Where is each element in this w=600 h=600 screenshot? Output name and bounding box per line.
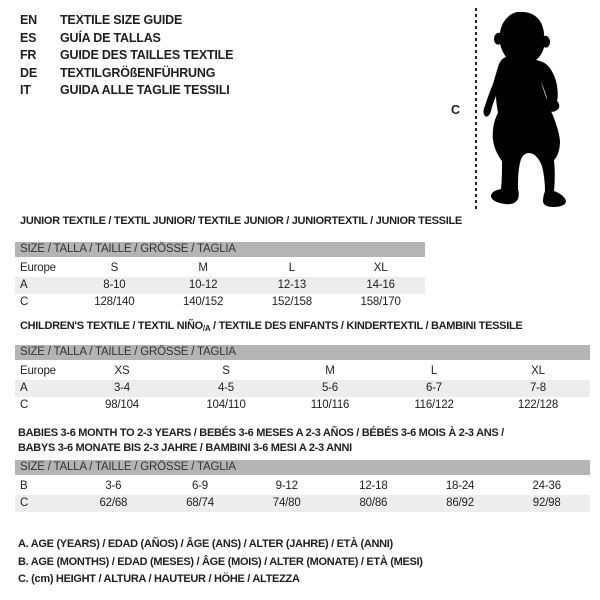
height-cell: 104/110 [206, 399, 246, 411]
height-cell: 116/122 [414, 399, 454, 411]
lang-row-fr [20, 47, 233, 65]
height-cell: 62/68 [99, 497, 128, 509]
row-label: C [20, 497, 29, 509]
row-label: A [20, 382, 28, 394]
size-cell: L [430, 365, 438, 377]
height-cell: 128/140 [94, 296, 135, 308]
height-cell: 122/128 [517, 399, 559, 411]
language-title-list [20, 12, 233, 100]
lang-label: TEXTILGRÖßENFÜHRUNG [60, 65, 216, 80]
table-row-age-months [15, 478, 590, 495]
height-cell: 86/92 [446, 497, 474, 509]
lang-code: IT [20, 83, 31, 97]
height-cell: 92/98 [532, 497, 561, 509]
age-cell: 24-36 [532, 480, 561, 492]
footnote-c: C. (cm) HEIGHT / ALTURA / HAUTEUR / HÖHE / ALTEZZA [18, 573, 300, 585]
age-cell: 6-9 [191, 480, 209, 492]
junior-size-table [15, 242, 425, 311]
height-cell: 110/116 [310, 399, 350, 411]
age-cell: 5-6 [321, 382, 339, 394]
table-row-europe [15, 363, 590, 380]
age-cell: 8-10 [103, 279, 126, 291]
footnote-legend [18, 536, 423, 589]
children-table-title [20, 319, 522, 336]
babies-size-table [15, 460, 590, 512]
size-header-bar: SIZE / TALLA / TAILLE / GRÖSSE / TAGLIA [15, 345, 590, 360]
title-text: CHILDREN'S TEXTILE / TEXTIL NIÑO [20, 320, 203, 332]
age-cell: 18-24 [445, 480, 475, 492]
table-row-europe [15, 260, 425, 277]
height-cell: 68/74 [186, 497, 214, 509]
lang-label: TEXTILE SIZE GUIDE [60, 13, 183, 27]
height-measure-label: C [451, 103, 461, 117]
age-cell: 3-6 [105, 480, 122, 492]
lang-row-es [20, 30, 233, 48]
age-cell: 14-16 [366, 279, 395, 291]
age-cell: 4-5 [217, 382, 235, 394]
title-text: / TEXTILE DES ENFANTS / KINDERTEXTIL / BAMBINI TESSILE [210, 320, 523, 332]
lang-row-it [20, 82, 233, 100]
title-line-2: BABYS 3-6 MONATE BIS 2-3 JAHRE / BAMBINI 3-6 MESI A 2-3 ANNI [18, 442, 352, 454]
size-header-bar: SIZE / TALLA / TAILLE / GRÖSSE / TAGLIA [15, 242, 425, 257]
size-cell: XL [531, 365, 545, 377]
size-cell: S [222, 365, 230, 377]
table-row-height [15, 397, 590, 414]
age-cell: 7-8 [529, 382, 547, 394]
lang-label: GUIDA ALLE TAGLIE TESSILI [60, 83, 230, 97]
lang-code: ES [20, 30, 37, 45]
toddler-silhouette-icon [483, 2, 595, 212]
height-cell: 158/170 [360, 296, 401, 308]
height-measure-dashed-line [475, 8, 477, 212]
height-cell: 152/158 [271, 296, 312, 308]
row-label: Europe [20, 262, 56, 274]
size-cell: M [325, 365, 335, 377]
babies-table-title [18, 426, 504, 456]
lang-row-en [20, 12, 233, 30]
row-label: B [20, 480, 28, 492]
junior-table-title: JUNIOR TEXTILE / TEXTIL JUNIOR/ TEXTILE JUNIOR / JUNIORTEXTIL / JUNIOR TESSILE [20, 215, 462, 227]
size-header-bar: SIZE / TALLA / TAILLE / GRÖSSE / TAGLIA [15, 460, 590, 475]
size-cell: S [110, 262, 119, 274]
height-cell: 140/152 [183, 296, 224, 308]
age-cell: 3-4 [113, 382, 131, 394]
lang-code: DE [20, 65, 37, 80]
table-row-height [15, 294, 425, 311]
lang-label: GUIDE DES TAILLES TEXTILE [60, 48, 234, 62]
table-row-age [15, 277, 425, 294]
lang-label: GUÍA DE TALLAS [60, 30, 161, 45]
row-label: A [20, 279, 28, 291]
title-subscript: /A [202, 324, 211, 333]
height-cell: 74/80 [272, 497, 301, 509]
age-cell: 9-12 [275, 480, 298, 492]
table-row-age [15, 380, 590, 397]
height-cell: 98/104 [105, 399, 139, 411]
height-cell: 80/86 [359, 497, 388, 509]
row-label: C [20, 296, 29, 308]
footnote-a: A. AGE (YEARS) / EDAD (AÑOS) / ÂGE (ANS) / ALTER (JAHRE) / ETÀ (ANNI) [18, 538, 393, 550]
size-cell: XL [373, 262, 388, 274]
row-label: Europe [20, 365, 56, 377]
size-cell: L [288, 262, 295, 274]
age-cell: 12-18 [359, 480, 388, 492]
age-cell: 12-13 [277, 279, 307, 291]
row-label: C [20, 399, 29, 411]
age-cell: 10-12 [188, 279, 218, 291]
title-line-1: BABIES 3-6 MONTH TO 2-3 YEARS / BEBÉS 3-6 MESES A 2-3 AÑOS / BÉBÉS 3-6 MOIS À 2-3 ANS / [18, 427, 504, 439]
lang-code: FR [20, 48, 37, 62]
lang-code: EN [20, 13, 37, 27]
footnote-b: B. AGE (MONTHS) / EDAD (MESES) / ÂGE (MOIS) / ALTER (MONATE) / ETÀ (MESI) [18, 555, 423, 568]
age-cell: 6-7 [425, 382, 443, 394]
children-size-table [15, 345, 590, 414]
size-cell: XS [114, 365, 130, 377]
size-cell: M [198, 262, 208, 274]
table-row-height [15, 495, 590, 512]
lang-row-de [20, 65, 233, 83]
